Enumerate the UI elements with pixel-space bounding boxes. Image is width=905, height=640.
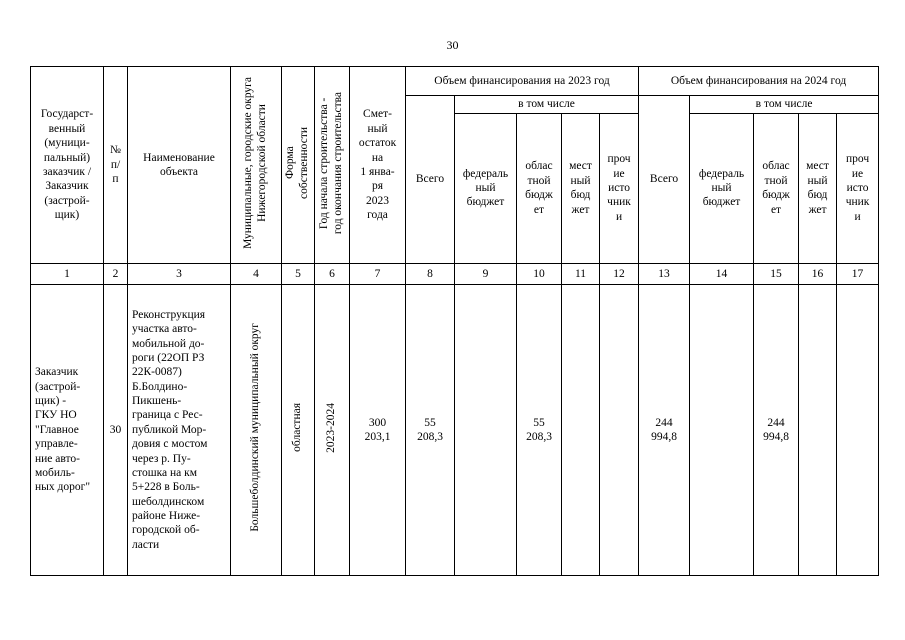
header-customer: Государст- венный (муници- пальный) заказчик / Заказчик (застрой- щик) [31, 67, 104, 264]
column-number: 9 [455, 263, 517, 284]
row-years [315, 285, 350, 576]
header-balance: Смет- ный остаток на 1 янва- ря 2023 года [350, 67, 406, 264]
header-fin-2023: Объем финансирования на 2023 год [406, 67, 639, 96]
header-ownership [282, 67, 315, 264]
row-total-2024: 244 994,8 [639, 285, 690, 576]
column-number: 1 [31, 263, 104, 284]
column-number: 2 [104, 263, 128, 284]
header-federal-2023: федераль ный бюджет [455, 113, 517, 263]
header-federal-2024: федераль ный бюджет [690, 113, 754, 263]
column-number: 13 [639, 263, 690, 284]
header-local-2023: мест ный бюд жет [562, 113, 600, 263]
row-other-2024 [837, 285, 879, 576]
header-regional-2023: облас тной бюдж ет [517, 113, 562, 263]
header-other-2023: проч ие исто чник и [600, 113, 639, 263]
header-fin-2024: Объем финансирования на 2024 год [639, 67, 879, 96]
row-years-text: 2023-2024 [325, 402, 338, 453]
header-object-name: Наименование объекта [128, 67, 231, 264]
column-number: 5 [282, 263, 315, 284]
row-other-2023 [600, 285, 639, 576]
column-number: 15 [754, 263, 799, 284]
row-object-name: Реконструкция участка авто- мобильной до- роги (22ОП РЗ 22К-0087) Б.Болдино- Пикшень- граница с Рес- публикой Мор- довия с мостом через р. Пу- стошка на км 5+228 в Боль- шеболдинском районе Ниже- городской об- ласти [128, 285, 231, 576]
row-federal-2023 [455, 285, 517, 576]
header-including-2023: в том числе [455, 96, 639, 113]
column-number: 14 [690, 263, 754, 284]
row-regional-2024: 244 994,8 [754, 285, 799, 576]
row-total-2023: 55 208,3 [406, 285, 455, 576]
row-num: 30 [104, 285, 128, 576]
column-number: 17 [837, 263, 879, 284]
header-municipality-text: Муниципальные, городские округа Нижегородской области [242, 76, 268, 249]
column-number: 7 [350, 263, 406, 284]
row-regional-2023: 55 208,3 [517, 285, 562, 576]
row-ownership-text: областная [291, 403, 304, 453]
row-municipality [231, 285, 282, 576]
row-balance: 300 203,1 [350, 285, 406, 576]
column-number: 11 [562, 263, 600, 284]
column-numbers-row [31, 263, 879, 284]
row-municipality-text: Большеболдинский муниципальный округ [249, 323, 262, 533]
header-including-2024: в том числе [690, 96, 879, 113]
header-other-2024: проч ие исто чник и [837, 113, 879, 263]
column-number: 16 [799, 263, 837, 284]
column-number: 4 [231, 263, 282, 284]
row-ownership [282, 285, 315, 576]
column-number: 10 [517, 263, 562, 284]
header-total-2024: Всего [639, 96, 690, 264]
header-ownership-text: Форма собственности [284, 126, 310, 199]
header-municipality [231, 67, 282, 264]
financing-table [30, 66, 879, 576]
header-years [315, 67, 350, 264]
header-local-2024: мест ный бюд жет [799, 113, 837, 263]
column-number: 6 [315, 263, 350, 284]
header-num: № п/ п [104, 67, 128, 264]
header-regional-2024: облас тной бюдж ет [754, 113, 799, 263]
table-row [31, 285, 879, 576]
column-number: 8 [406, 263, 455, 284]
row-customer: Заказчик (застрой- щик) - ГКУ НО "Главное управле- ние авто- мобиль- ных дорог" [31, 285, 104, 576]
column-number: 12 [600, 263, 639, 284]
header-total-2023: Всего [406, 96, 455, 264]
page-number: 30 [446, 38, 459, 52]
column-number: 3 [128, 263, 231, 284]
row-local-2024 [799, 285, 837, 576]
header-years-text: Год начала строительства - год окончания строительства [318, 91, 344, 234]
row-local-2023 [562, 285, 600, 576]
row-federal-2024 [690, 285, 754, 576]
